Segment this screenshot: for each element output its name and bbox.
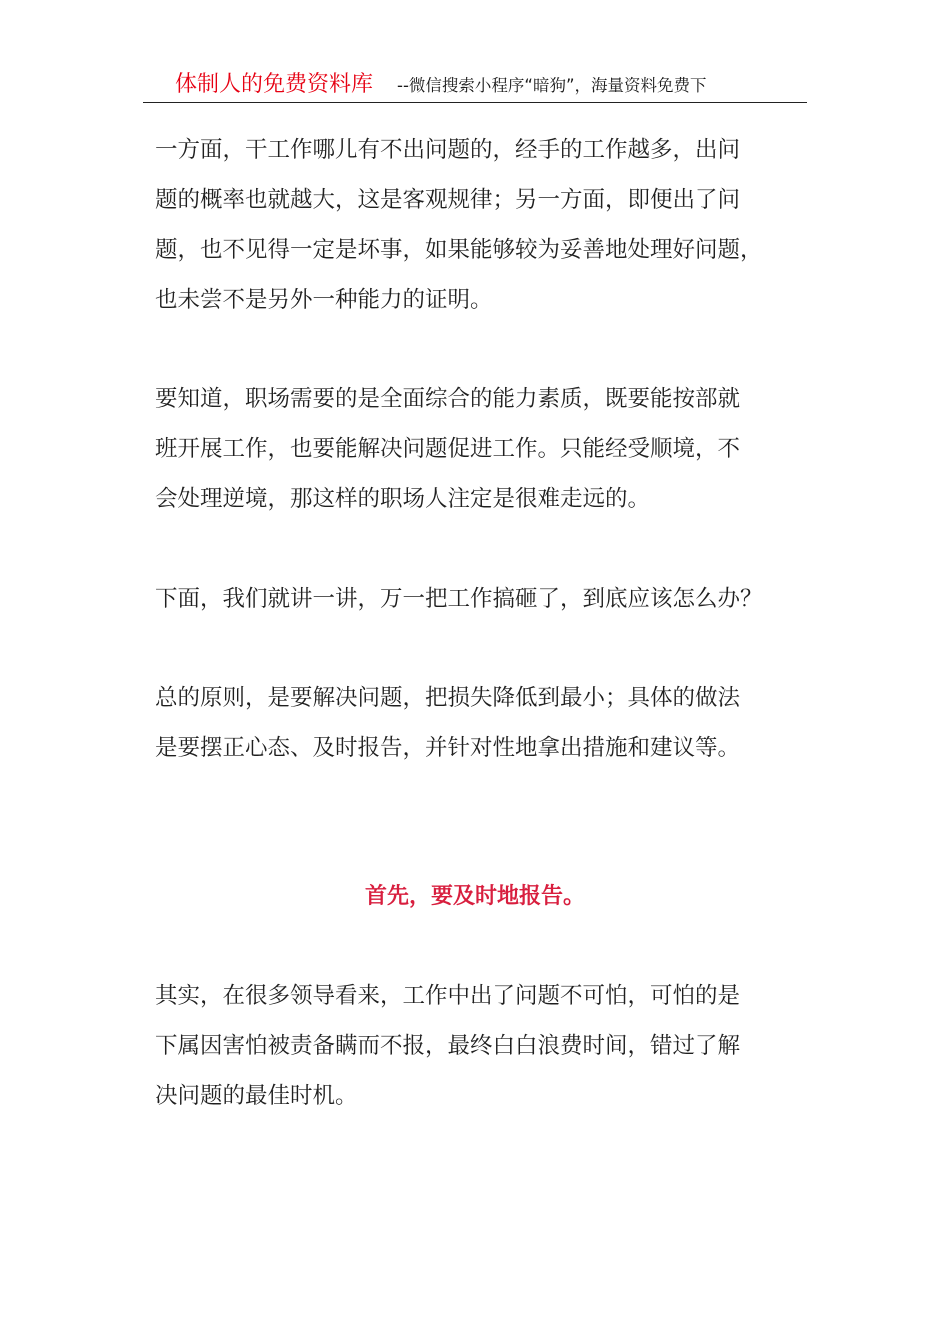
paragraph-line: 班开展工作，也要能解决问题促进工作。只能经受顺境，不: [155, 436, 741, 462]
paragraph-line: 一方面，干工作哪儿有不出问题的，经手的工作越多，出问: [155, 137, 741, 163]
page-header: [143, 70, 807, 103]
paragraph-line: 会处理逆境，那这样的职场人注定是很难走远的。: [155, 486, 651, 512]
paragraph-line: 是要摆正心态、及时报告，并针对性地拿出措施和建议等。: [155, 735, 741, 761]
paragraph-line: 要知道，职场需要的是全面综合的能力素质，既要能按部就: [155, 386, 741, 412]
paragraph-3: [155, 574, 811, 624]
paragraph-line: 决问题的最佳时机。: [155, 1083, 358, 1109]
paragraph-5: [155, 971, 811, 1121]
paragraph-line: 下面，我们就讲一讲，万一把工作搞砸了，到底应该怎么办？: [155, 586, 763, 612]
section-heading: 首先，要及时地报告。: [364, 884, 585, 909]
paragraph-line: 也未尝不是另外一种能力的证明。: [155, 287, 493, 313]
paragraph-line: 题，也不见得一定是坏事，如果能够较为妥善地处理好问题，: [155, 237, 763, 263]
paragraph-2: [155, 374, 811, 524]
paragraph-line: 总的原则，是要解决问题，把损失降低到最小；具体的做法: [155, 685, 741, 711]
paragraph-line: 下属因害怕被责备瞒而不报，最终白白浪费时间，错过了解: [155, 1033, 741, 1059]
paragraph-4: [155, 673, 811, 773]
header-brand-title: 体制人的免费资料库: [175, 72, 374, 97]
paragraph-line: 题的概率也就越大，这是客观规律；另一方面，即便出了问: [155, 187, 741, 213]
header-note: --微信搜索小程序“暗狗”，海量资料免费下: [397, 76, 707, 95]
paragraph-line: 其实，在很多领导看来，工作中出了问题不可怕，可怕的是: [155, 983, 741, 1009]
paragraph-1: [155, 125, 811, 325]
